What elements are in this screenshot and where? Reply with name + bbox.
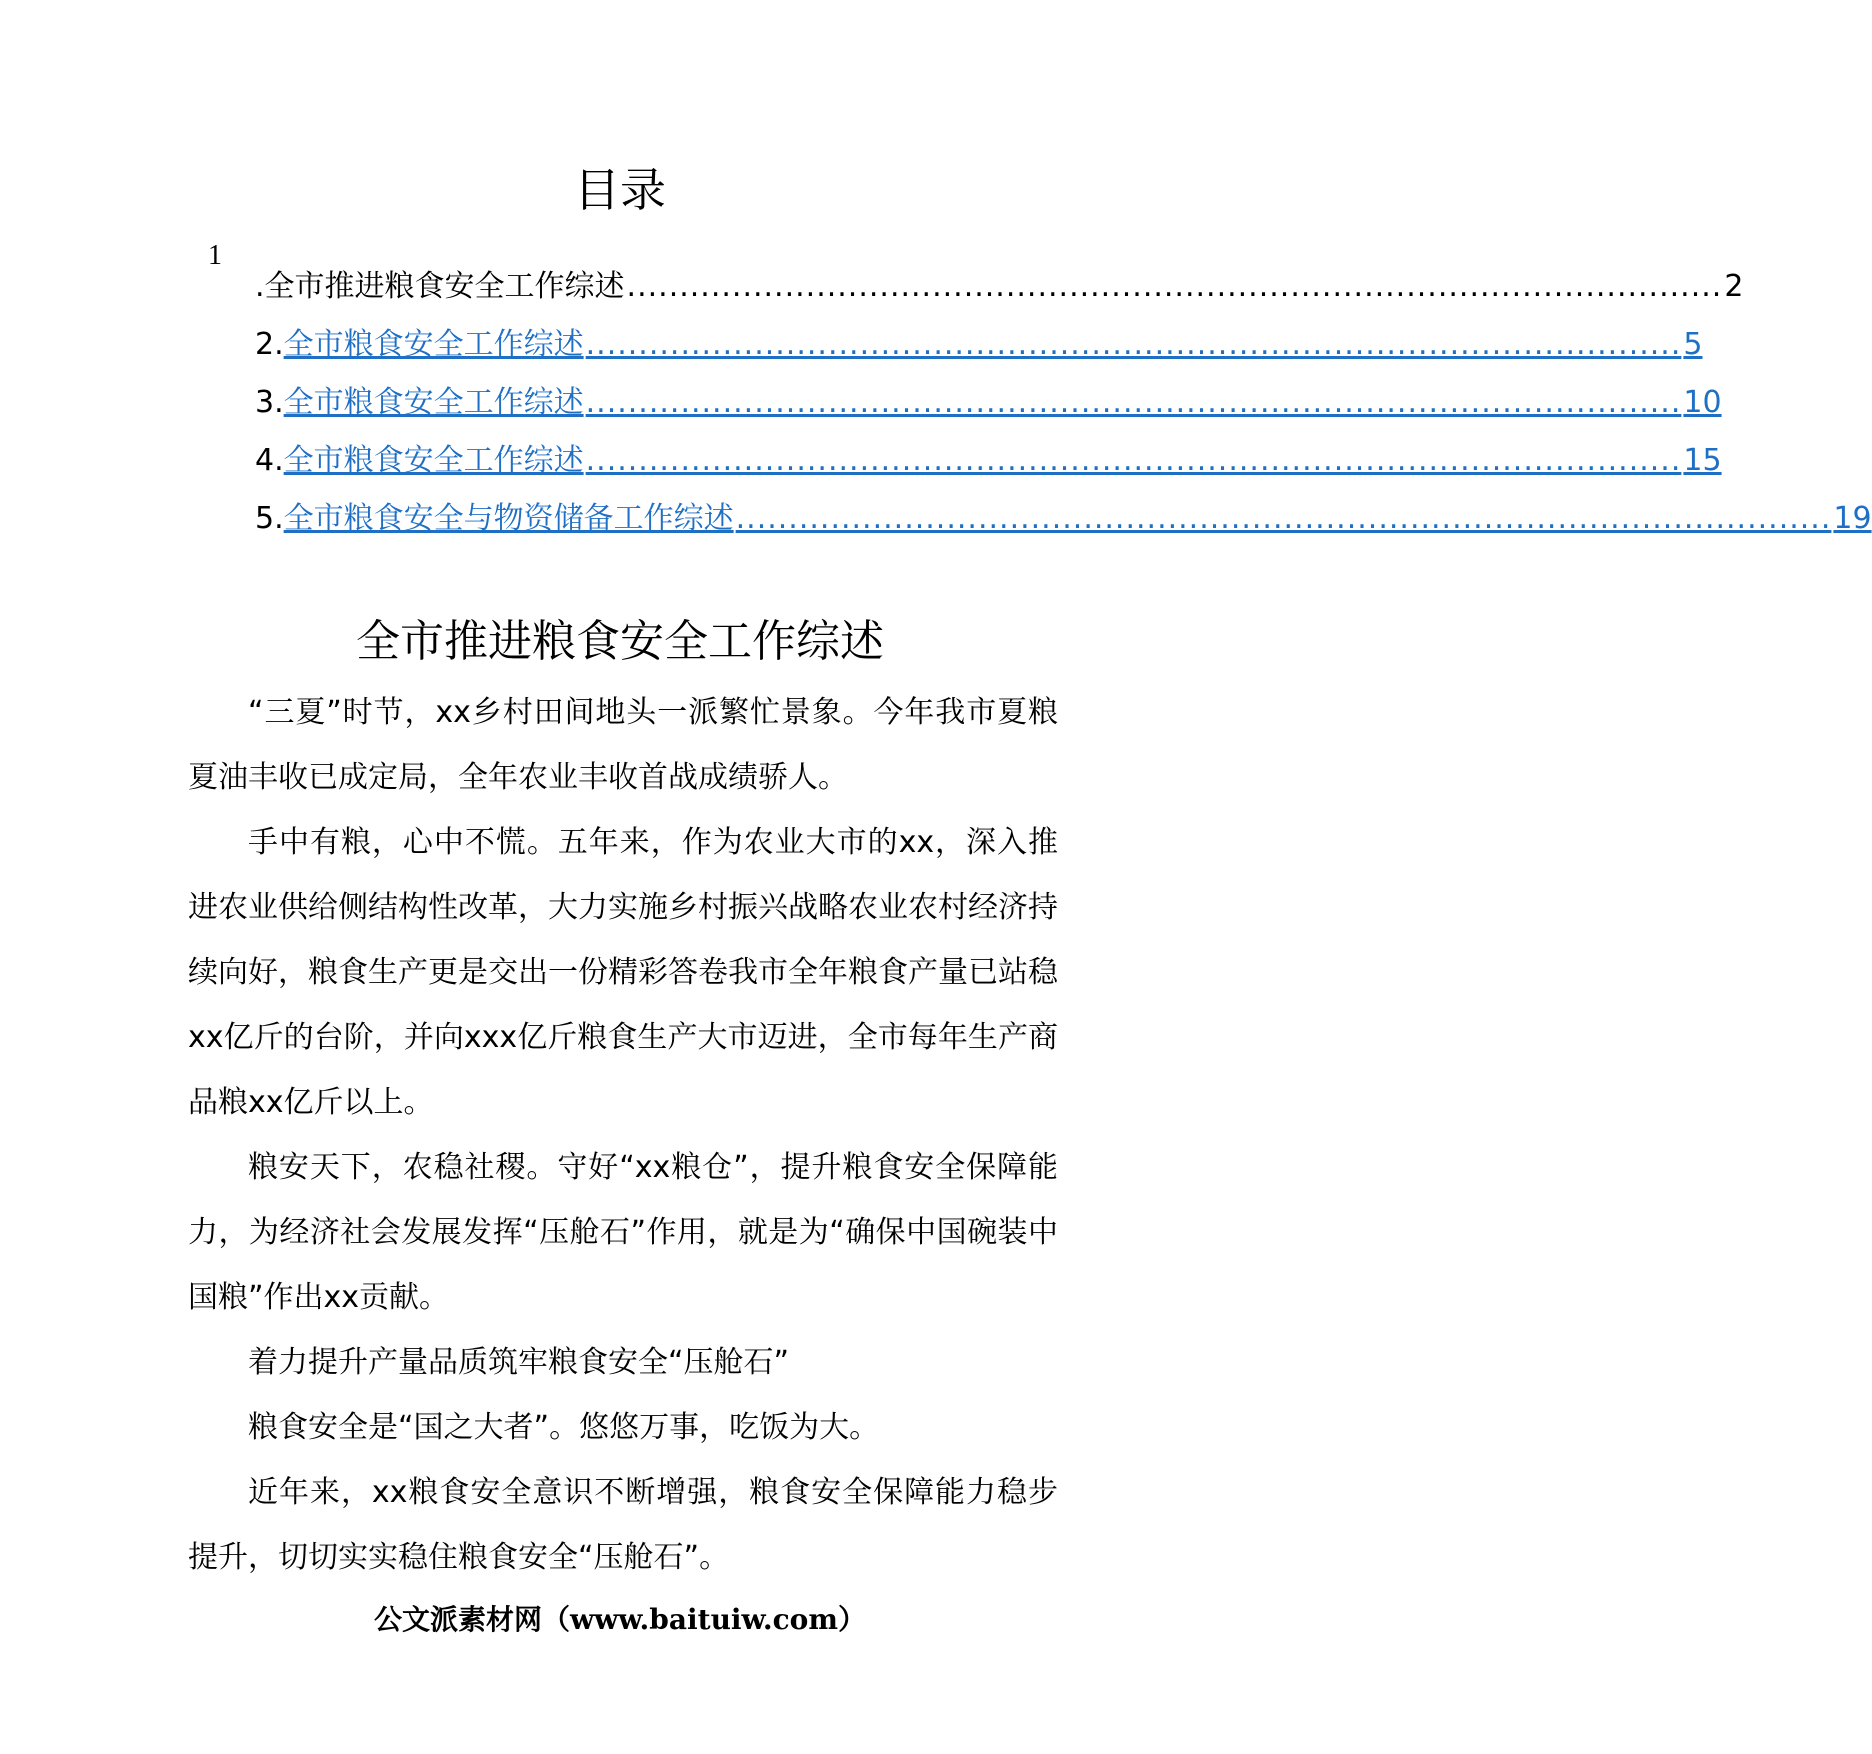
- toc-entry-page[interactable]: 10: [1683, 385, 1722, 420]
- paragraph: 粮安天下，农稳社稷。守好“xx粮仓”，提升粮食安全保障能力，为经济社会发展发挥“压舱石”作用，就是为“确保中国碗装中国粮”作出xx贡献。: [188, 1150, 1058, 1315]
- toc-entry-2[interactable]: [255, 323, 1703, 367]
- toc-entry-page[interactable]: 5: [1683, 327, 1703, 362]
- toc-entry-number: 2.: [255, 327, 284, 362]
- toc-leader-dots[interactable]: ........................................................................................................: [585, 443, 1682, 478]
- toc-entry-number: 5.: [255, 501, 284, 536]
- toc-entry-5[interactable]: [255, 497, 1872, 541]
- toc-leader-dots[interactable]: ........................................................................................................: [585, 385, 1682, 420]
- list-marker: 1: [208, 240, 222, 271]
- toc-entry-number: 3.: [255, 385, 284, 420]
- toc-title: 目录: [574, 163, 666, 217]
- paragraph: “三夏”时节，xx乡村田间地头一派繁忙景象。今年我市夏粮夏油丰收已成定局，全年农业丰收首战成绩骄人。: [188, 695, 1058, 795]
- toc-entry-link[interactable]: 全市粮食安全与物资储备工作综述: [283, 501, 734, 536]
- toc-leader-dots: ........................................................................................................: [626, 269, 1723, 304]
- toc-entry-page[interactable]: 19: [1833, 501, 1872, 536]
- toc-entry-link[interactable]: 全市粮食安全工作综述: [283, 385, 584, 420]
- paragraph: 着力提升产量品质筑牢粮食安全“压舱石”: [248, 1345, 790, 1380]
- toc-leader-dots[interactable]: ........................................................................................................: [585, 327, 1682, 362]
- toc-entry-title: .全市推进粮食安全工作综述: [255, 269, 625, 304]
- toc-entry-link[interactable]: 全市粮食安全工作综述: [283, 327, 584, 362]
- toc-entry-4[interactable]: [255, 439, 1722, 483]
- toc-entry-1[interactable]: [255, 265, 1744, 309]
- article-body: [188, 680, 1058, 1590]
- toc-entry-page[interactable]: 15: [1683, 443, 1722, 478]
- toc-entry-number: 4.: [255, 443, 284, 478]
- paragraph: 手中有粮，心中不慌。五年来，作为农业大市的xx，深入推进农业供给侧结构性改革，大力实施乡村振兴战略农业农村经济持续向好，粮食生产更是交出一份精彩答卷我市全年粮食产量已站稳xx亿斤的台阶，并向xxx亿斤粮食生产大市迈进，全市每年生产商品粮xx亿斤以上。: [188, 825, 1058, 1120]
- paragraph: 近年来，xx粮食安全意识不断增强，粮食安全保障能力稳步提升，切切实实稳住粮食安全“压舱石”。: [188, 1475, 1058, 1575]
- article-title: 全市推进粮食安全工作综述: [356, 616, 884, 667]
- toc-entry-3[interactable]: [255, 381, 1722, 425]
- paragraph: 粮食安全是“国之大者”。悠悠万事，吃饭为大。: [248, 1410, 880, 1445]
- footer-watermark: 公文派素材网（www.baituiw.com）: [374, 1603, 866, 1636]
- toc-entry-link[interactable]: 全市粮食安全工作综述: [283, 443, 584, 478]
- toc-leader-dots[interactable]: ........................................................................................................: [735, 501, 1832, 536]
- toc-entry-page: 2: [1724, 269, 1744, 304]
